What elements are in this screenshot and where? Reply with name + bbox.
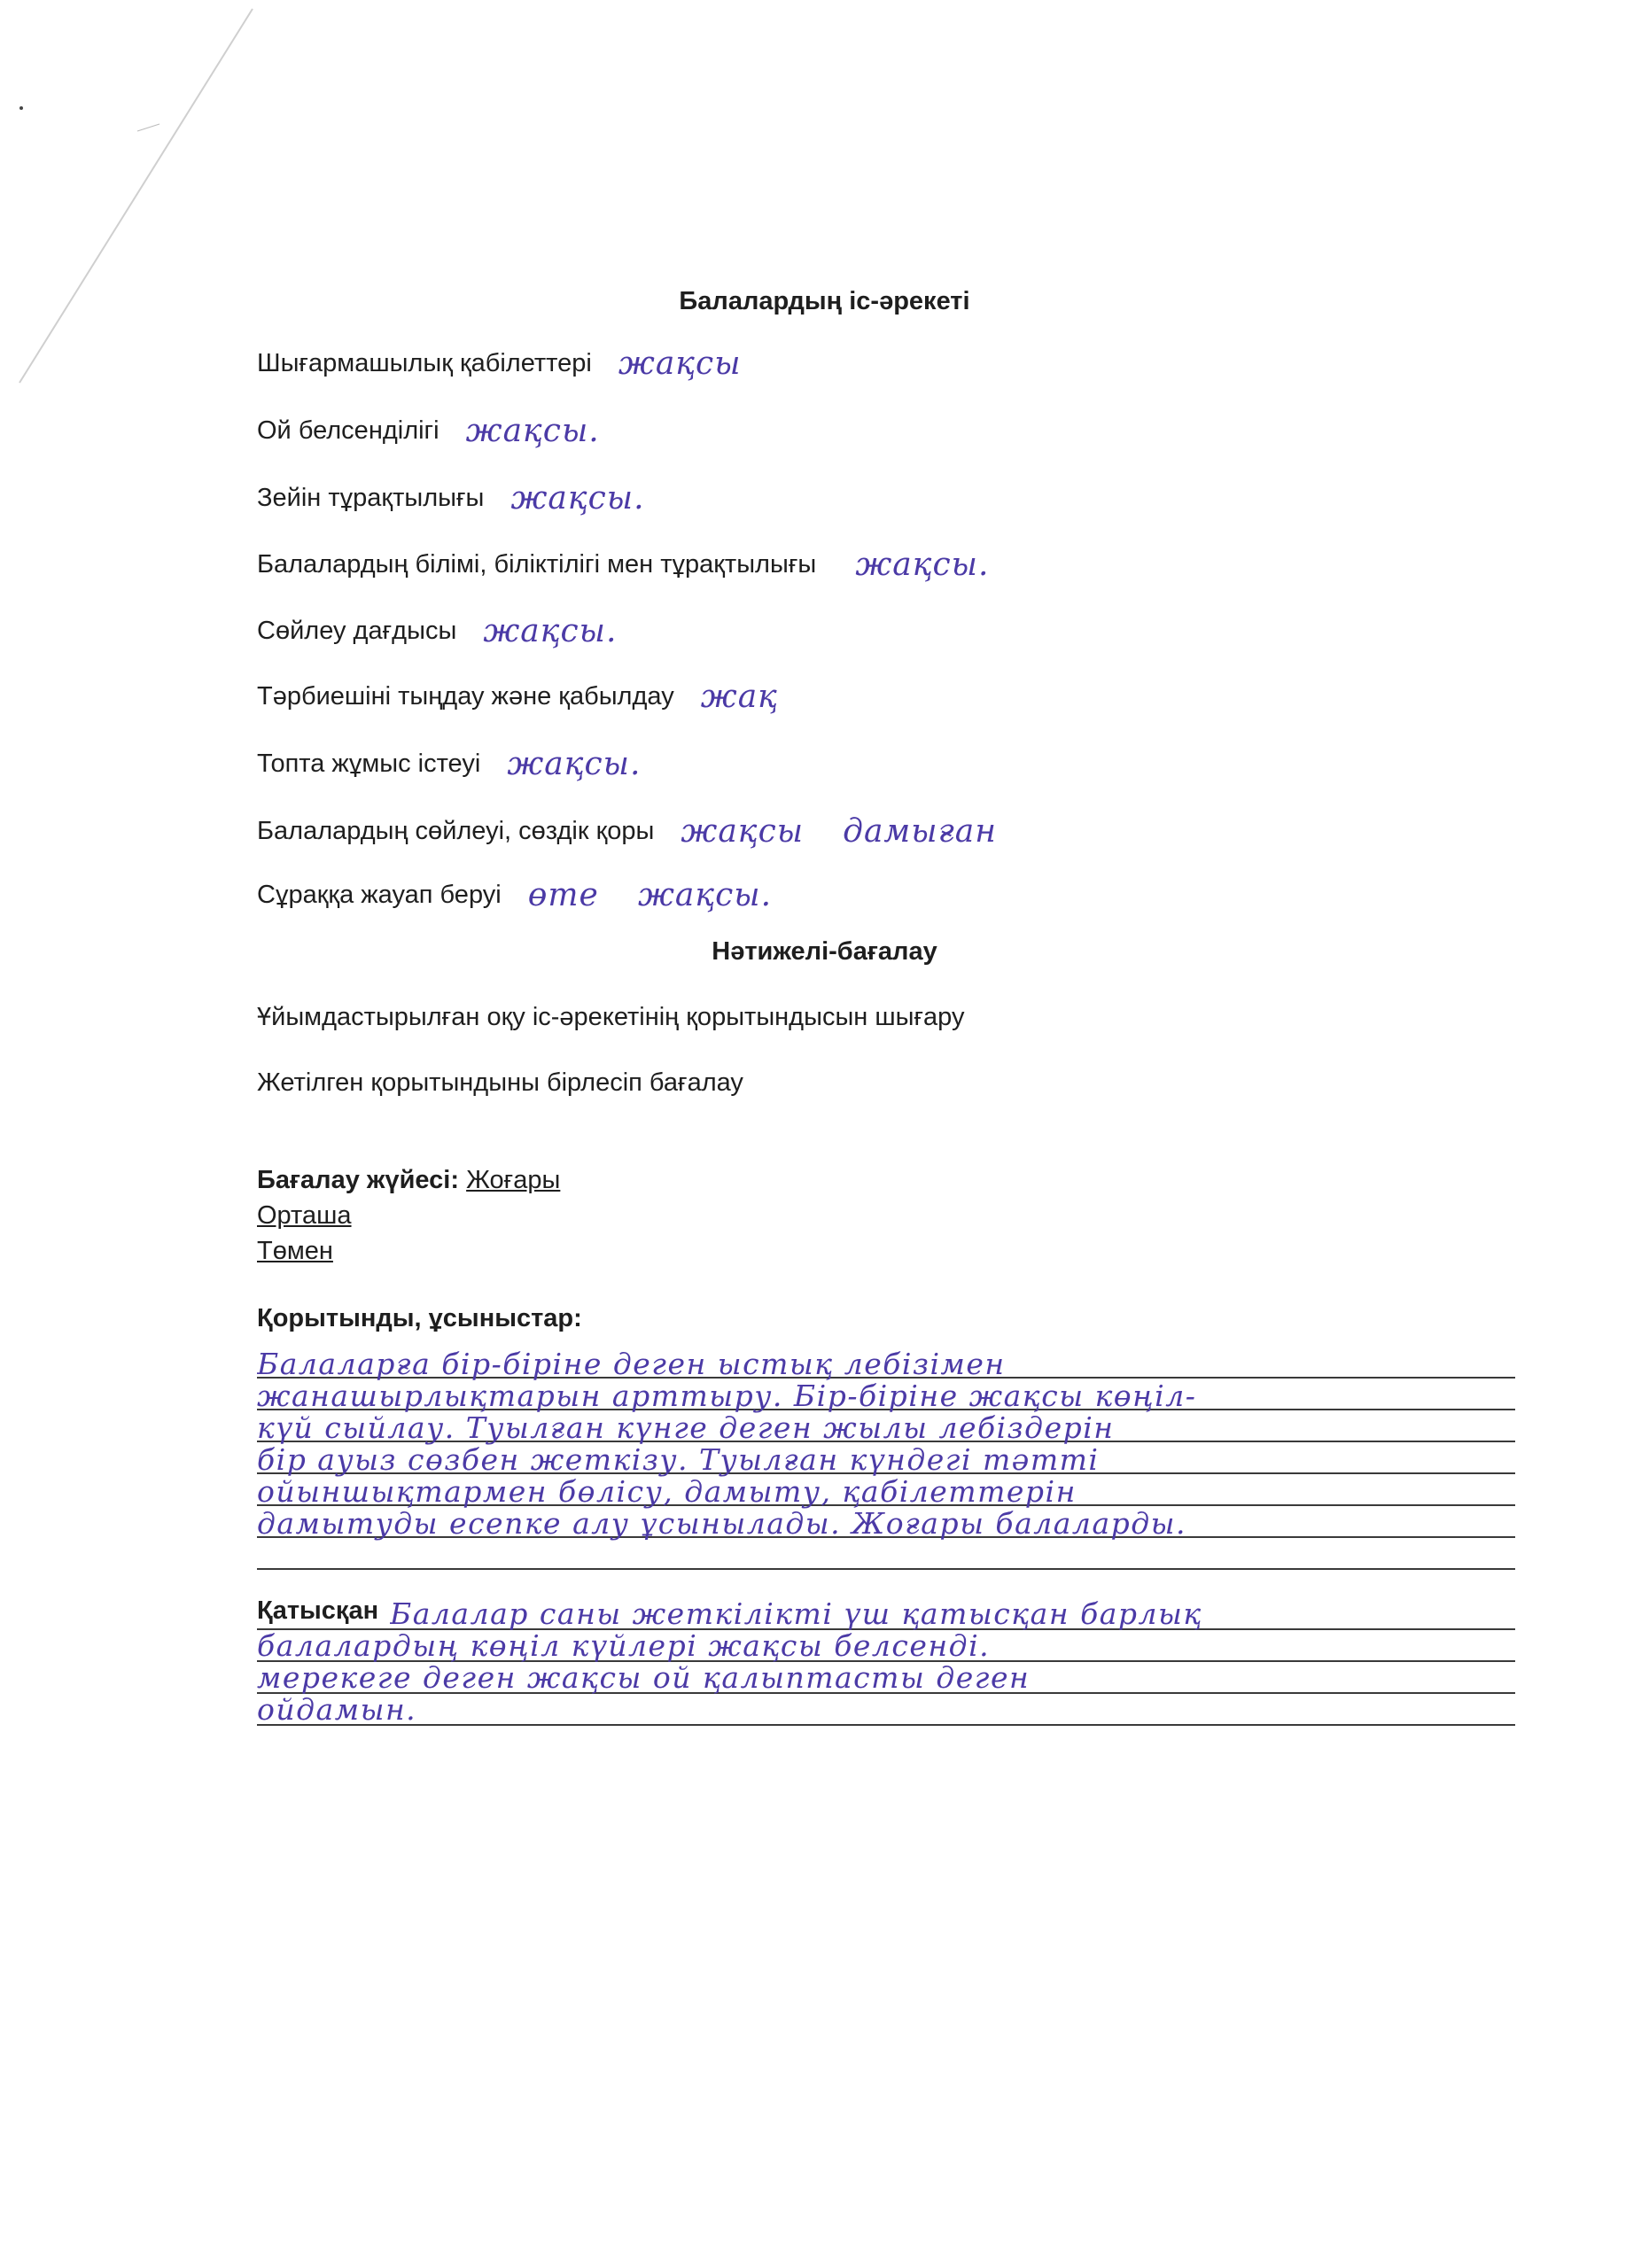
grading-high: Жоғары — [466, 1166, 561, 1194]
handwritten-line: Балаларға бір-біріне деген ыстық лебізімен — [257, 1347, 1006, 1381]
handwritten-mark: жақсы. — [855, 547, 990, 583]
handwritten-mark: жақсы. — [483, 613, 618, 649]
grading-low: Төмен — [257, 1237, 333, 1265]
criterion-row — [257, 613, 617, 649]
result-item: Ұйымдастырылған оқу іс-әрекетінің қорытындысын шығару — [257, 1003, 965, 1031]
grading-medium: Орташа — [257, 1201, 352, 1230]
handwritten-line: балалардың көңіл күйлері жақсы белсенді. — [257, 1628, 991, 1663]
conclusions-lined-area — [257, 1347, 1515, 1577]
handwritten-line: Балалар саны жеткілікті үш қатысқан барлық — [390, 1596, 1202, 1631]
criterion-label: Сөйлеу дағдысы — [257, 617, 457, 645]
criterion-label: Тәрбиешіні тыңдау және қабылдау — [257, 682, 674, 711]
handwritten-mark: өте — [527, 877, 599, 913]
criterion-row — [257, 480, 645, 517]
handwritten-mark: жақ — [700, 679, 778, 715]
handwritten-line: мерекеге деген жақсы ой қалыптасты деген — [257, 1660, 1031, 1695]
participants-lined-area — [257, 1595, 1515, 1736]
criterion-row — [257, 877, 772, 913]
grading-system — [257, 1166, 560, 1195]
handwritten-line: дамытуды есепке алу ұсынылады. Жоғары балаларды. — [257, 1506, 1187, 1541]
criterion-row — [257, 679, 778, 715]
handwritten-mark: жақсы — [618, 346, 742, 382]
criterion-label: Зейін тұрақтылығы — [257, 484, 485, 512]
handwritten-mark: жақсы. — [465, 413, 600, 449]
handwritten-mark-extra: жақсы. — [637, 877, 773, 913]
criterion-label: Балалардың сөйлеуі, сөздік қоры — [257, 817, 655, 845]
handwritten-line: ойдамын. — [257, 1692, 417, 1727]
criterion-row — [257, 547, 989, 583]
conclusions-label: Қорытынды, ұсыныстар: — [257, 1304, 582, 1332]
criterion-row — [257, 346, 742, 382]
criterion-label: Балалардың білімі, біліктілігі мен тұрақтылығы — [257, 550, 817, 579]
criterion-row — [257, 413, 600, 449]
handwritten-mark: жақсы. — [510, 480, 645, 517]
handwritten-mark-extra: дамыған — [843, 813, 997, 850]
result-item: Жетілген қорытындыны бірлесіп бағалау — [257, 1068, 743, 1097]
criterion-label: Сұраққа жауап беруі — [257, 881, 502, 909]
criterion-row — [257, 746, 641, 782]
criterion-row — [257, 813, 997, 850]
participants-label: Қатысқан — [257, 1596, 379, 1625]
result-heading: Нәтижелі-бағалау — [712, 937, 937, 966]
activity-heading: Балалардың іс-әрекеті — [679, 287, 970, 315]
criterion-label: Шығармашылық қабілеттері — [257, 349, 592, 377]
criterion-label: Ой белсенділігі — [257, 416, 439, 445]
handwritten-mark: жақсы. — [507, 746, 642, 782]
criterion-label: Топта жұмыс істеуі — [257, 750, 481, 778]
handwritten-line: күй сыйлау. Туылған күнге деген жылы лебіздерін — [257, 1410, 1115, 1445]
handwritten-mark: жақсы — [681, 813, 805, 850]
handwritten-line: бір ауыз сөзбен жеткізу. Туылған күндегі тәтті — [257, 1442, 1100, 1477]
handwritten-line: ойыншықтармен бөлісу, дамыту, қабілеттерін — [257, 1474, 1077, 1509]
grading-label: Бағалау жүйесі: — [257, 1166, 460, 1194]
handwritten-line: жанашырлықтарын арттыру. Бір-біріне жақсы көңіл- — [257, 1379, 1197, 1413]
